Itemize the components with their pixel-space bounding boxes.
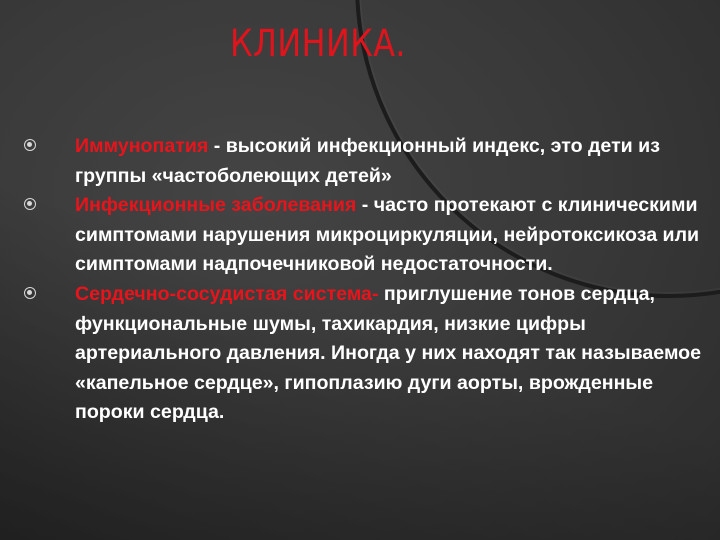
item-term: Инфекционные заболевания [75,194,357,217]
item-term: Сердечно-сосудистая система- [75,282,379,305]
item-text: приглушение тонов сердца, функциональные шумы, тахикардия, низкие цифры артериального давления. Иногда у них находят так называемое «капельное сердце», гипоплазию дуги аорты, врожденные пороки сердца. [75,282,702,424]
item-text: - часто протекают с клиническими симптомами нарушения микроциркуляции, нейротоксикоза или симптомами надпочечниковой недостаточности. [75,194,700,276]
item-term: Иммунопатия [75,135,214,157]
slide-title: КЛИНИКА. [230,22,406,65]
bullet-list [22,132,707,428]
list-item-cardiovascular [22,280,707,428]
circle-dot-bullet-icon [24,139,36,151]
circle-dot-bullet-icon [24,198,36,210]
item-text: - высокий инфекционный индекс, это дети из группы «частоболеющих детей» [75,135,660,187]
list-item-immunopathy [22,132,707,191]
list-item-infections [22,191,707,280]
circle-dot-bullet-icon [24,287,36,299]
